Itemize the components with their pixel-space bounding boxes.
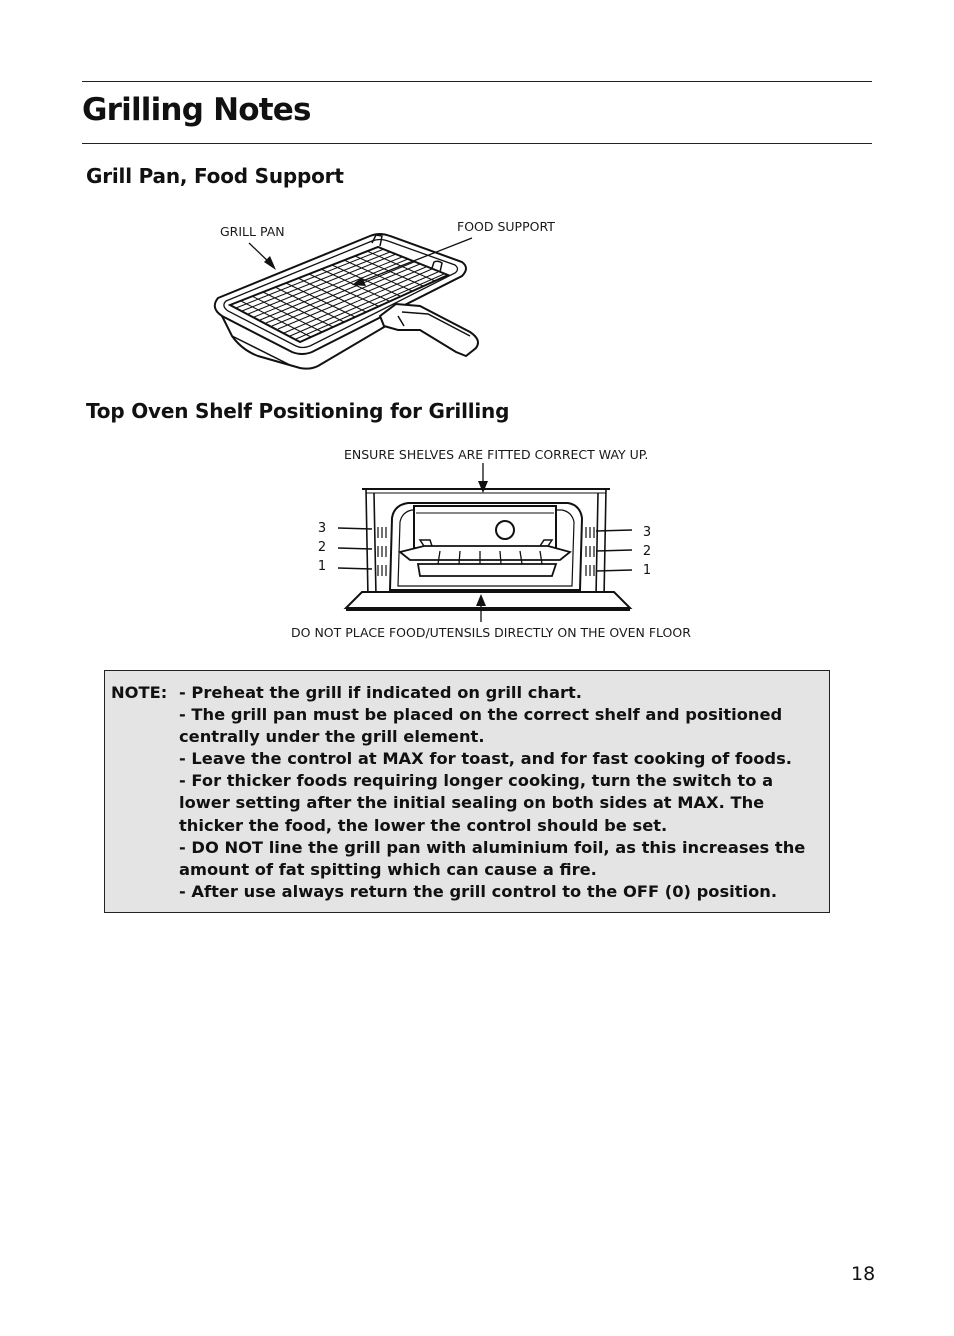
shelves-caption: ENSURE SHELVES ARE FITTED CORRECT WAY UP. xyxy=(344,447,649,462)
page-title: Grilling Notes xyxy=(82,92,311,128)
grill-pan-heading: Grill Pan, Food Support xyxy=(86,164,344,188)
right-shelf-position-2: 2 xyxy=(642,544,652,559)
food-support-label: FOOD SUPPORT xyxy=(457,219,555,234)
note-box xyxy=(104,670,830,913)
note-item: - Leave the control at MAX for toast, and for fast cooking of foods. xyxy=(179,749,792,769)
note-item: - For thicker foods requiring longer cooking, turn the switch to a lower setting after the initial sealing on both sides at MAX. The thicker the food, the lower the control should be set. xyxy=(179,771,774,835)
note-item: - After use always return the grill control to the OFF (0) position. xyxy=(179,881,778,901)
left-shelf-position-2: 2 xyxy=(317,540,327,555)
shelf-positioning-heading: Top Oven Shelf Positioning for Grilling xyxy=(86,399,510,423)
right-shelf-position-3: 3 xyxy=(642,525,652,540)
note-item: - Preheat the grill if indicated on grill chart. xyxy=(179,683,582,702)
note-list xyxy=(179,682,829,903)
page-number: 18 xyxy=(851,1263,876,1285)
note-label: NOTE: xyxy=(111,683,168,702)
note-item: - The grill pan must be placed on the correct shelf and positioned centrally under the grill element. xyxy=(179,705,783,747)
right-shelf-position-1: 1 xyxy=(642,563,652,578)
left-shelf-position-1: 1 xyxy=(317,559,327,574)
left-shelf-position-3: 3 xyxy=(317,521,327,536)
oven-floor-caption: DO NOT PLACE FOOD/UTENSILS DIRECTLY ON THE OVEN FLOOR xyxy=(291,625,691,640)
note-item: - DO NOT line the grill pan with aluminium foil, as this increases the amount of fat spitting which can cause a fire. xyxy=(179,837,806,879)
grill-pan-label: GRILL PAN xyxy=(220,224,285,239)
